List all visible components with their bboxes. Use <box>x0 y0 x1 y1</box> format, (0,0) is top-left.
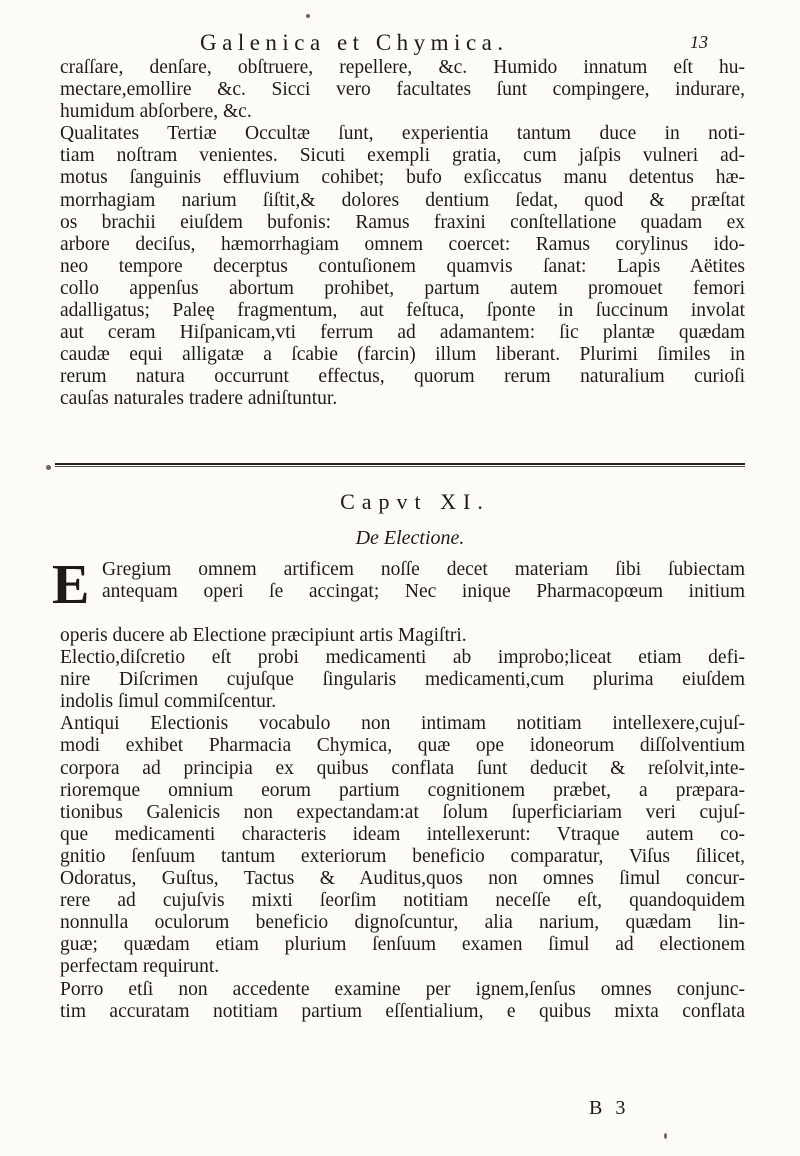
text-line: craſſare, denſare, obſtruere, repellere, &c. Humido innatum eſt hu- <box>60 57 745 78</box>
text-line: guæ; quædam etiam plurium ſenſuum examen ſimul ad electionem <box>60 934 745 956</box>
text-line: tionibus Galenicis non expectandam:at ſolum ſuperficiariam veri cujuſ- <box>60 801 745 823</box>
text-line: arbore deciſus, hæmorrhagiam omnem coercet: Ramus corylinus ido- <box>60 233 745 255</box>
text-line: Antiqui Electionis vocabulo non intimam notitiam intellexere,cujuſ- <box>60 713 745 735</box>
text-line: mectare,emollire &c. Sicci vero facultates ſunt compingere, indurare, <box>60 79 745 101</box>
text-line: nonnulla oculorum beneficio dignoſcuntur, alia narium, quædam lin- <box>60 912 745 934</box>
text-line: Gregium omnem artificem noſſe decet materiam ſibi ſubiectam <box>102 559 745 580</box>
text-line: rioremque omnium eorum partium cognitionem præbet, a præpara- <box>60 779 745 801</box>
text-line: gnitio ſenſuum tantum exteriorum beneficio comparatur, Viſus ſilicet, <box>60 845 745 867</box>
drop-cap: E <box>52 554 90 616</box>
text-line: cauſas naturales tradere adniſtuntur. <box>60 388 338 410</box>
text-line: aut ceram Hiſpanicam,vti ferrum ad adamantem: ſic plantæ quædam <box>60 322 745 344</box>
text-line: tiam noſtram venientes. Sicuti exempli gratia, cum jaſpis vulneri ad- <box>60 145 745 167</box>
text-line: morrhagiam narium ſiſtit,& dolores dentium ſedat, quod & præſtat <box>60 189 745 211</box>
text-line: indolis ſimul commiſcentur. <box>60 691 277 713</box>
text-line: que medicamenti characteris ideam intellexerunt: Vtraque autem co- <box>60 823 745 845</box>
text-line: perfectam requirunt. <box>60 956 220 978</box>
text-line: Electio,diſcretio eſt probi medicamenti ab improbo;liceat etiam defi- <box>60 647 745 669</box>
drop-cap-paragraph <box>102 559 745 603</box>
text-line: humidum abſorbere, &c. <box>60 101 252 123</box>
text-line: neo tempore decerptus contuſionem quamvis ſanat: Lapis Aëtites <box>60 255 745 277</box>
paper-speck <box>306 14 310 18</box>
running-head <box>0 30 800 60</box>
text-line: Odoratus, Guſtus, Tactus & Auditus,quos non omnes ſimul concur- <box>60 868 745 890</box>
text-line: corpora ad principia ex quibus conflata ſunt deducit & reſolvit,inte- <box>60 757 745 779</box>
paper-speck <box>664 1133 667 1139</box>
running-head-title: Galenica et Chymica. <box>200 30 509 55</box>
text-line: nire Diſcrimen cujuſque ſingularis medicamenti,cum plurima eiuſdem <box>60 669 745 691</box>
section-divider <box>55 463 745 467</box>
main-paragraphs <box>60 625 745 1023</box>
text-line: modi exhibet Pharmacia Chymica, quæ ope idoneorum diſſolventium <box>60 735 745 757</box>
chapter-heading: Capvt XI. <box>340 489 490 514</box>
text-line: collo appenſus abortum prohibet, partum autem promouet femori <box>60 277 745 299</box>
text-line: antequam operi ſe accingat; Nec inique Pharmacopœum initium <box>102 581 745 603</box>
text-line: rere ad cujuſvis mixti ſeorſim notitiam neceſſe eſt, quandoquidem <box>60 890 745 912</box>
chapter-subheading: De Electione. <box>355 527 465 549</box>
text-line: os brachii eiuſdem bufonis: Ramus fraxini conſtellatione quadam ex <box>60 211 745 233</box>
page-number: 13 <box>690 32 708 52</box>
text-line: Qualitates Tertiæ Occultæ ſunt, experientia tantum duce in noti- <box>60 123 745 145</box>
text-line: operis ducere ab Electione præcipiunt artis Magiſtri. <box>60 625 467 646</box>
text-line: motus ſanguinis effluvium cohibet; bufo exſiccatus manu detentus hæ- <box>60 167 745 189</box>
text-line: rerum natura occurrunt effectus, quorum rerum naturalium curioſi <box>60 366 745 388</box>
paper-speck <box>46 465 51 470</box>
text-line: Porro etſi non accedente examine per ignem,ſenſus omnes conjunc- <box>60 978 745 1000</box>
text-line: caudæ equi alligatæ a ſcabie (farcin) illum liberant. Plurimi ſimiles in <box>60 344 745 366</box>
text-line: tim accuratam notitiam partium eſſentialium, e quibus mixta conflata <box>60 1000 745 1022</box>
text-line: adalligatus; Paleę fragmentum, aut feſtuca, ſponte in ſuccinum involat <box>60 300 745 322</box>
top-paragraphs <box>60 57 745 411</box>
signature-mark: B 3 <box>589 1097 630 1119</box>
